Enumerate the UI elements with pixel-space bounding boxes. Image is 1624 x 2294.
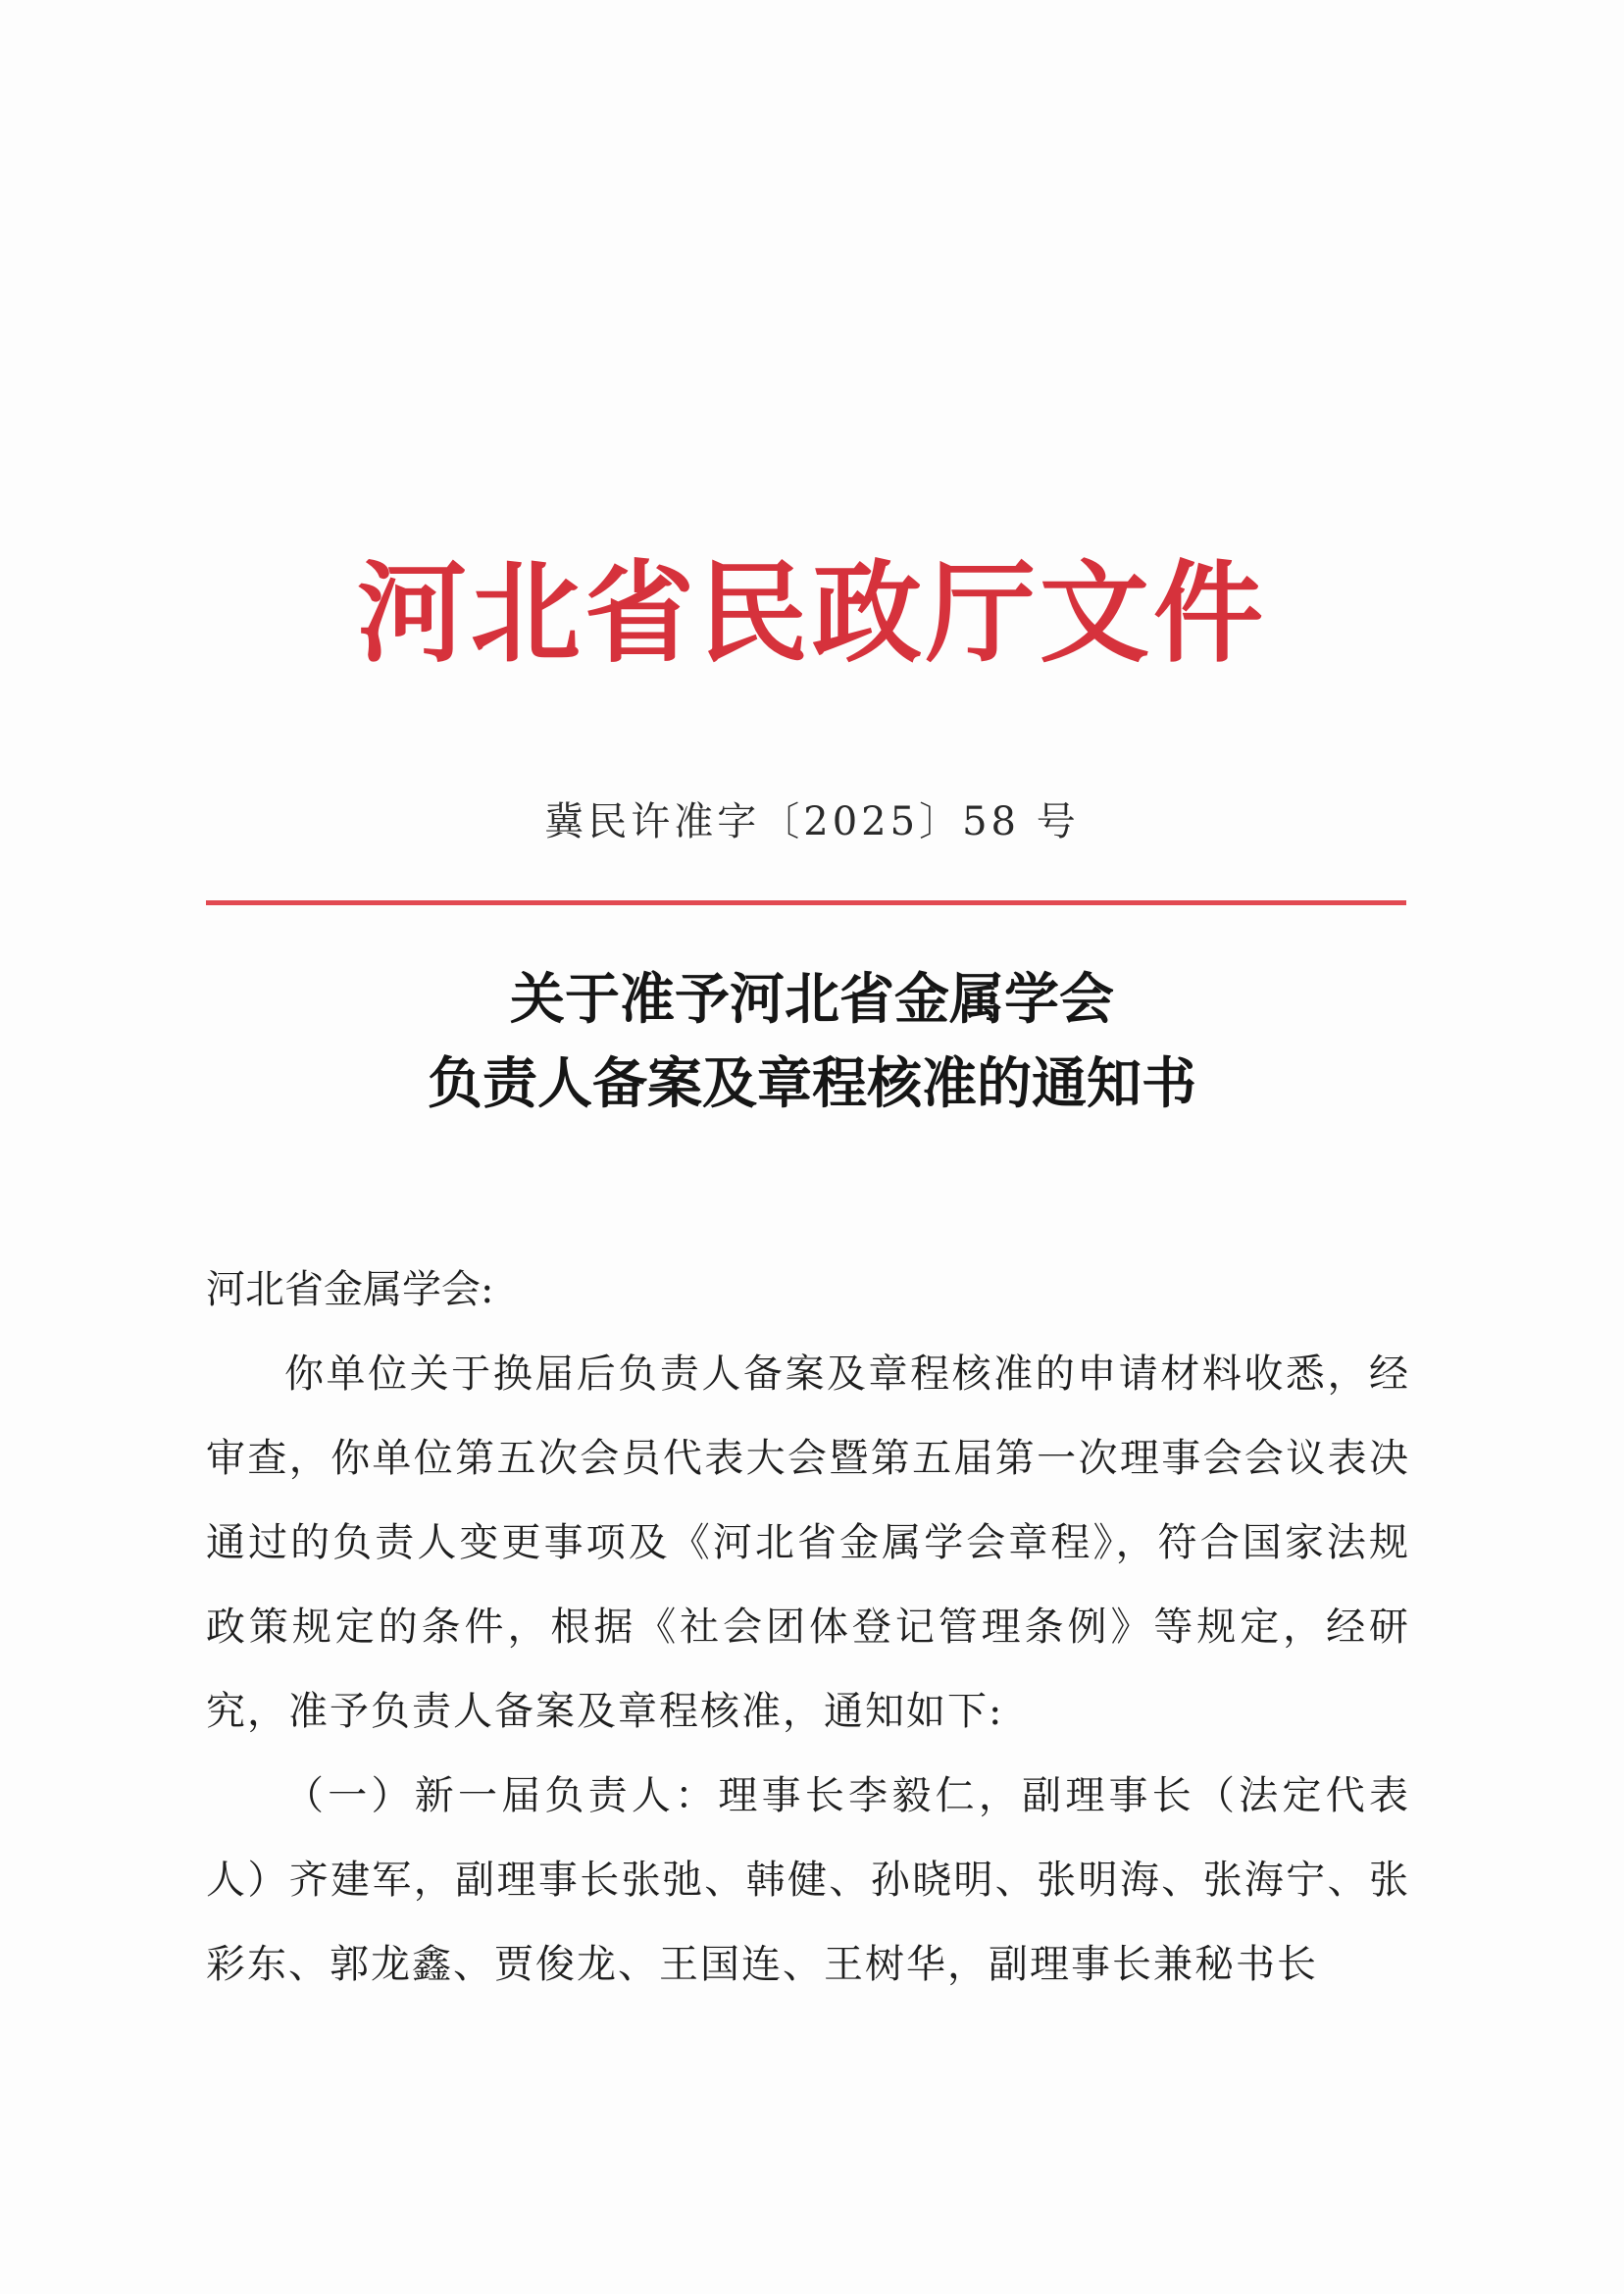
issuer-header-title: 河北省民政厅文件 [357, 550, 1267, 678]
salutation: 河北省金属学会: [206, 1267, 494, 1312]
notice-body [206, 1248, 1410, 2007]
body-paragraph-1: 你单位关于换届后负责人备案及章程核准的申请材料收悉，经审查，你单位第五次会员代表大会暨第五届第一次理事会会议表决通过的负责人变更事项及《河北省金属学会章程》，符合国家法规政策规定的条件，根据《社会团体登记管理条例》等规定，经研究，准予负责人备案及章程核准，通知如下: [206, 1351, 1410, 1734]
notice-title-line-2: 负责人备案及章程核准的通知书 [428, 1051, 1196, 1116]
notice-title [0, 957, 1624, 1126]
document-number: 冀民许准字〔2025〕58 号 [544, 799, 1080, 844]
notice-title-line-1: 关于准予河北省金属学会 [510, 967, 1114, 1032]
red-separator-rule [206, 900, 1406, 905]
body-paragraph-2: （一）新一届负责人：理事长李毅仁，副理事长（法定代表人）齐建军，副理事长张弛、韩健、孙晓明、张明海、张海宁、张彩东、郭龙鑫、贾俊龙、王国连、王树华，副理事长兼秘书长 [206, 1773, 1410, 1987]
